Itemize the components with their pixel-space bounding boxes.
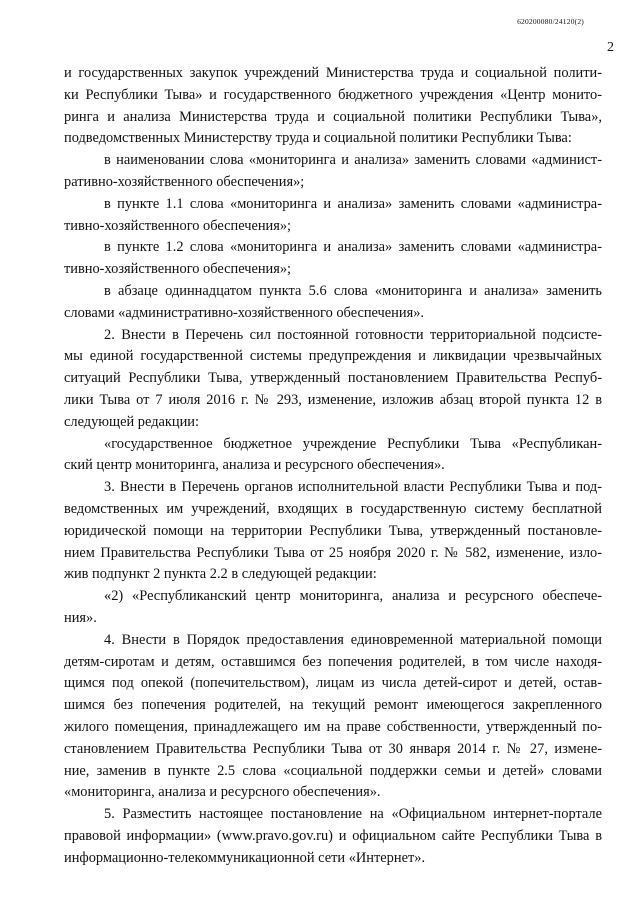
document-id: 620200080/24120(2) xyxy=(517,17,584,26)
text-line: 2. Внести в Перечень сил постоянной готовности территориальной подсисте- xyxy=(104,326,602,343)
text-line: мы единой государственной системы предупреждения и ликвидации чрезвычайных xyxy=(64,348,602,365)
text-line: ния». xyxy=(64,609,97,626)
document-body xyxy=(64,63,602,869)
text-line: и государственных закупок учреждений Министерства труда и социальной полити- xyxy=(64,65,602,81)
text-line: в пункте 1.1 слова «мониторинга и анализа» заменить словами «администра- xyxy=(104,195,602,212)
text-line: «государственное бюджетное учреждение Республики Тыва «Республикан- xyxy=(104,435,602,452)
text-line: правовой информации» (www.pravo.gov.ru) и официальном сайте Республики Тыва в xyxy=(64,827,602,844)
text-line: в абзаце одиннадцатом пункта 5.6 слова «мониторинга и анализа» заменить xyxy=(104,282,602,299)
page-number: 2 xyxy=(607,40,614,55)
text-line: следующей редакции: xyxy=(64,413,199,430)
text-line: ведомственных им учреждений, входящих в государственную систему бесплатной xyxy=(64,500,602,517)
text-line: словами «административно-хозяйственного обеспечения». xyxy=(64,304,424,321)
text-line: ситуаций Республики Тыва, утвержденный постановлением Правительства Респуб- xyxy=(64,370,602,387)
text-line: 4. Внести в Порядок предоставления единовременной материальной помощи xyxy=(104,631,602,648)
text-line: становлением Правительства Республики Тыва от 30 января 2014 г. № 27, измене- xyxy=(64,740,602,757)
text-line: 3. Внести в Перечень органов исполнительной власти Республики Тыва и под- xyxy=(104,479,602,496)
text-line: ский центр мониторинга, анализа и ресурсного обеспечения». xyxy=(64,457,445,474)
text-line: лики Тыва от 7 июля 2016 г. № 293, изменение, изложив абзац второй пункта 12 в xyxy=(64,391,602,408)
text-line: подведомственных Министерству труда и социальной политики Республики Тыва: xyxy=(64,130,572,147)
text-line: детям-сиротам и детям, оставшимся без попечения родителей, в том числе находя- xyxy=(64,653,602,670)
text-line: в пункте 1.2 слова «мониторинга и анализа» заменить словами «администра- xyxy=(104,239,602,256)
text-line: нием Правительства Республики Тыва от 25 ноября 2020 г. № 582, изменение, изло- xyxy=(64,544,602,561)
text-line: тивно-хозяйственного обеспечения»; xyxy=(64,261,292,278)
text-line: 5. Разместить настоящее постановление на «Официальном интернет-портале xyxy=(104,806,602,823)
text-line: юридической помощи на территории Республики Тыва, утвержденный постановле- xyxy=(64,522,602,539)
text-line: «мониторинга, анализа и ресурсного обеспечения». xyxy=(64,784,381,801)
text-line: шимся без попечения родителей, на текущий ремонт имеющегося закрепленного xyxy=(64,697,602,714)
text-line: ки Республики Тыва» и государственного бюджетного учреждения «Центр монито- xyxy=(64,86,602,103)
text-line: ративно-хозяйственного обеспечения»; xyxy=(64,173,305,190)
text-line: ринга и анализа Министерства труда и социальной политики Республики Тыва», xyxy=(64,108,602,125)
text-line: тивно-хозяйственного обеспечения»; xyxy=(64,217,292,234)
text-line: жилого помещения, принадлежащего им на праве собственности, утвержденный по- xyxy=(64,718,602,735)
text-line: щимся под опекой (попечительством), лицам из числа детей-сирот и детей, остав- xyxy=(64,675,602,692)
text-line: информационно-телекоммуникационной сети «Интернет». xyxy=(64,849,426,866)
text-line: ние, заменив в пункте 2.5 слова «социальной поддержки семьи и детей» словами xyxy=(64,762,602,779)
text-line: «2) «Республиканский центр мониторинга, анализа и ресурсного обеспече- xyxy=(104,588,602,605)
text-line: в наименовании слова «мониторинга и анализа» заменить словами «админист- xyxy=(104,152,602,169)
text-line: жив подпункт 2 пункта 2.2 в следующей редакции: xyxy=(64,566,377,583)
